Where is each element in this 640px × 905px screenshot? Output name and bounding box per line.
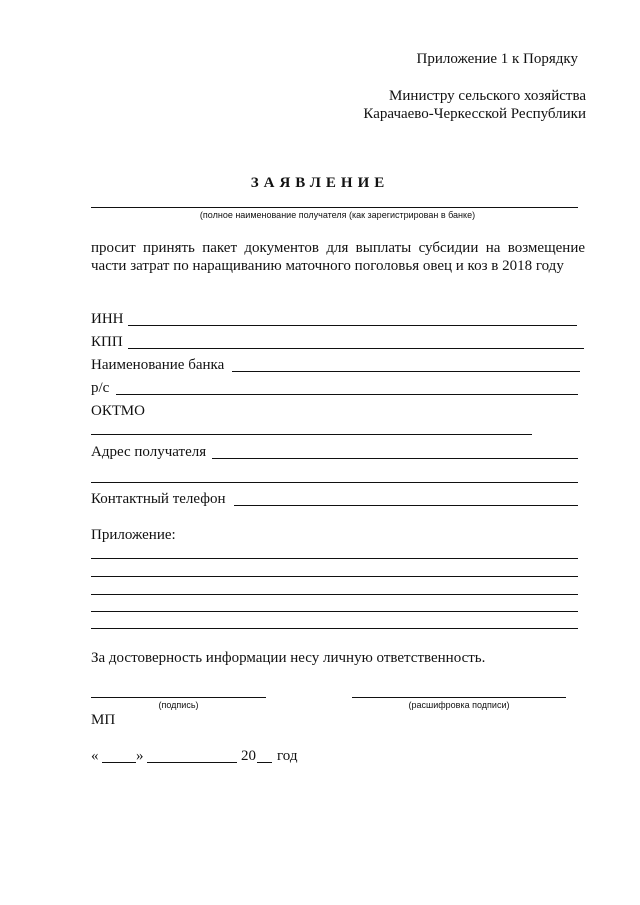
appendix-reference: Приложение 1 к Порядку [416, 51, 578, 67]
stamp-placeholder: МП [91, 712, 116, 728]
attachment-line-4[interactable] [91, 611, 578, 612]
inn-field-line[interactable] [128, 325, 577, 326]
oktmo-label: ОКТМО [91, 403, 145, 419]
recipient-name-hint: (полное наименование получателя (как зарегистрирован в банке) [199, 210, 476, 220]
signature-decode-hint: (расшифровка подписи) [408, 700, 510, 710]
date-year-suffix: год [277, 748, 298, 764]
inn-label: ИНН [91, 311, 124, 327]
attachment-line-2[interactable] [91, 576, 578, 577]
kpp-label: КПП [91, 334, 123, 350]
date-day-field[interactable] [102, 762, 136, 763]
responsibility-statement: За достоверность информации несу личную ответственность. [91, 650, 486, 666]
bank-name-label: Наименование банка [91, 357, 225, 373]
account-field-line[interactable] [116, 394, 578, 395]
signature-decode-line[interactable] [352, 697, 566, 698]
attachment-line-1[interactable] [91, 558, 578, 559]
date-close-quote: » [136, 748, 144, 764]
address-field-line-2[interactable] [91, 482, 578, 483]
addressee-line-1: Министру сельского хозяйства [389, 88, 586, 104]
document-title: ЗАЯВЛЕНИЕ [250, 175, 390, 191]
signature-line[interactable] [91, 697, 266, 698]
signature-hint: (подпись) [158, 700, 199, 710]
request-text-line-2: части затрат по наращиванию маточного поголовья овец и коз в 2018 году [91, 258, 564, 274]
date-open-quote: « [91, 748, 99, 764]
date-year-field[interactable] [257, 762, 272, 763]
kpp-field-line[interactable] [128, 348, 584, 349]
address-field-line-1[interactable] [212, 458, 578, 459]
oktmo-field-line[interactable] [91, 434, 532, 435]
address-label: Адрес получателя [91, 444, 207, 460]
attachment-label: Приложение: [91, 527, 176, 543]
addressee-line-2: Карачаево-Черкесской Республики [363, 106, 586, 122]
phone-field-line[interactable] [234, 505, 578, 506]
date-year-prefix: 20 [241, 748, 256, 764]
attachment-line-5[interactable] [91, 628, 578, 629]
account-label: р/с [91, 380, 110, 396]
date-month-field[interactable] [147, 762, 237, 763]
attachment-line-3[interactable] [91, 594, 578, 595]
phone-label: Контактный телефон [91, 491, 226, 507]
recipient-name-line[interactable] [91, 207, 578, 208]
request-text-line-1: просит принять пакет документов для выплаты субсидии на возмещение [91, 240, 585, 256]
bank-name-field-line[interactable] [232, 371, 580, 372]
